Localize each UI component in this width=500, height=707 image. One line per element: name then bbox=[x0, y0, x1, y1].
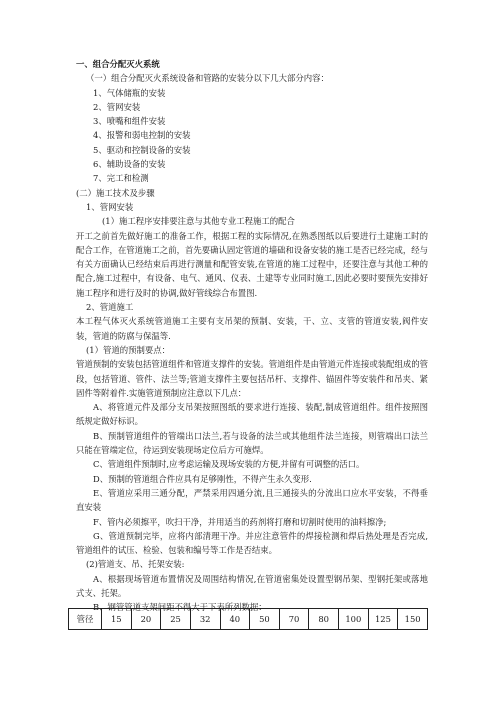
subsection-heading: (二）施工技术及步骤 bbox=[76, 187, 155, 198]
list-item: 4、报警和弱电控制的安装 bbox=[93, 130, 191, 141]
list-item: 2、管网安装 bbox=[93, 101, 141, 112]
document-body bbox=[76, 57, 428, 615]
table-header-cell: 管径 bbox=[69, 609, 102, 630]
section-intro: （一）组合分配灭火系统设备和管路的安装分以下几大部分内容： bbox=[86, 73, 329, 84]
list-item: 3、喷嘴和组件安装 bbox=[93, 116, 166, 127]
paragraph: A、根据现场管道布置情况及周围结构情况,在管道密集处设置型钢吊架、型钢托架或落地式支、托架。 bbox=[76, 573, 428, 598]
list-item: 7、完工和检测 bbox=[93, 173, 149, 184]
table bbox=[68, 608, 428, 630]
paragraph: E、管道应采用三通分配，严禁采用四通分流,且三通接头的分流出口应水平安装，不得垂直安装 bbox=[76, 487, 428, 513]
table-cell: 80 bbox=[309, 609, 339, 630]
paragraph: A、将管道元件及部分支吊架按照图纸的要求进行连接、装配,制成管道组件。组件按照图纸规定做好标识。 bbox=[76, 402, 428, 427]
subsection-heading: (2)管道支、吊、托架安装: bbox=[86, 559, 185, 570]
paragraph: C、管道组件预制时,应考虑运输及现场安装的方便,并留有可调整的活口。 bbox=[93, 459, 365, 470]
paragraph: G、管道预制完毕，应将内部清理干净。并应注意管件的焊接检测和焊后热处理是否完成,管道组件的试压、检验、包装和编号等工作是否结束。 bbox=[76, 530, 428, 556]
table-cell: 70 bbox=[279, 609, 309, 630]
subsection-heading: (1）管道的预制要点： bbox=[86, 344, 170, 355]
table-cell: 20 bbox=[131, 609, 161, 630]
paragraph: D、预制的管道组合件应具有足够刚性，不得产生永久变形. bbox=[93, 473, 312, 484]
paragraph: 开工之前首先做好施工的准备工作，根据工程的实际情况,在熟悉图纸以后要进行土建施工时的配合工作，在管道施工之前，首先要确认固定管道的墙础和设备安装的施工是否已经完成，经与有关方面确认已经结束后再进行测量和配管安装,在管道的施工过程中，还要注意与其他工种的配合,施工过程中，有设备、电气、通风、仪表、土建等专业同时施工,因此必要时要预先安排好施工程序和进行及时的协调,做好管线综合布置图. bbox=[76, 230, 428, 298]
subsection-heading: (1）施工程序安排要注意与其他专业工程施工的配合 bbox=[102, 216, 295, 227]
table-cell: 150 bbox=[398, 609, 428, 630]
section-title: 一、组合分配灭火系统 bbox=[76, 59, 160, 69]
paragraph: 本工程气体灭火系统管道施工主要有支吊架的预制、安装，干、立、支管的管道安装,阀件安装，管道的防腐与保温等. bbox=[76, 316, 428, 341]
table-cell: 40 bbox=[220, 609, 250, 630]
table-cell: 100 bbox=[339, 609, 369, 630]
subsection-heading: 2、管道施工 bbox=[86, 302, 134, 313]
table-cell: 25 bbox=[161, 609, 191, 630]
list-item: 6、辅助设备的安装 bbox=[93, 159, 166, 170]
table-cell: 15 bbox=[102, 609, 132, 630]
table-cell: 125 bbox=[368, 609, 398, 630]
paragraph: B、预制管道组件的管端出口法兰,若与设备的法兰或其他组件法兰连接，则管端出口法兰只能在管端定位，待运到安装现场定位后方可施焊。 bbox=[76, 430, 428, 456]
list-item: 5、驱动和控制设备的安装 bbox=[93, 144, 191, 155]
paragraph: B、钢管管道支架间距不得大于下表所列数据： bbox=[93, 602, 267, 613]
table-row bbox=[69, 609, 428, 630]
table-cell: 50 bbox=[250, 609, 280, 630]
paragraph: F、管内必须擦平，吹扫干净，并用适当的药剂将打磨和切割时使用的油料擦净; bbox=[93, 516, 387, 527]
pipe-spacing-table bbox=[68, 608, 428, 630]
subsection-heading: 1、管网安装 bbox=[86, 201, 134, 212]
paragraph: 管道预制的安装包括管道组件和管道支撑件的安装。管道组件是由管道元件连接或装配组成的管段，包括管道、管件、法兰等;管道支撑件主要包括吊杆、支撑件、锚固件等安装件和吊夹、紧固件等附着件.实施管道预制应注意以下几点： bbox=[76, 359, 428, 398]
table-cell: 32 bbox=[190, 609, 220, 630]
list-item: 1、气体储瓶的安装 bbox=[93, 87, 166, 98]
